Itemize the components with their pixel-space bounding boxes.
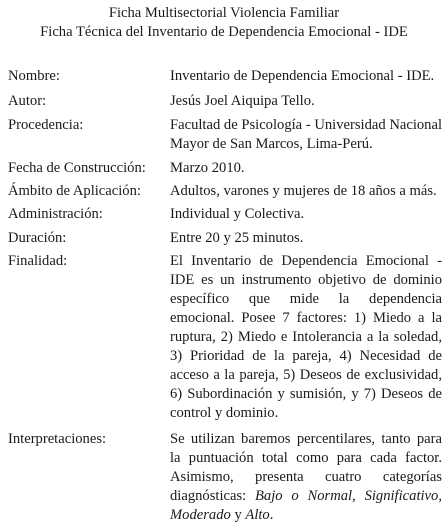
document-title-line-2: Ficha Técnica del Inventario de Dependencia Emocional - IDE xyxy=(40,24,408,40)
end-punctuation: . xyxy=(269,507,274,523)
document-title-line-1: Ficha Multisectorial Violencia Familiar xyxy=(108,5,340,21)
field-value-procedencia: Facultad de Psicología - Universidad Nacional Mayor de San Marcos, Lima-Perú. xyxy=(170,117,442,152)
field-value-ambito: Adultos, varones y mujeres de 18 años a más. xyxy=(170,183,437,199)
field-value-fecha: Marzo 2010. xyxy=(170,160,245,176)
field-label-nombre: Nombre: xyxy=(8,68,60,84)
field-label-duracion: Duración: xyxy=(8,230,67,246)
field-label-procedencia: Procedencia: xyxy=(8,117,84,133)
field-value-autor: Jesús Joel Aiquipa Tello. xyxy=(170,93,315,109)
separator-1: , xyxy=(352,488,365,504)
field-value-nombre: Inventario de Dependencia Emocional - IDE. xyxy=(170,68,435,84)
field-label-autor: Autor: xyxy=(8,93,47,109)
field-label-interpretaciones: Interpretaciones: xyxy=(8,431,107,447)
field-label-fecha: Fecha de Construcción: xyxy=(8,160,146,176)
interpretaciones-intro-text: Se utilizan baremos percentilares, tanto para la puntuación total como para cada factor. Asimismo, presenta cuatro categorías diagnósticas: xyxy=(170,431,442,504)
field-value-interpretaciones xyxy=(170,430,442,525)
field-label-administracion: Administración: xyxy=(8,206,103,222)
category-bajo-normal: Bajo o Normal xyxy=(255,488,353,504)
category-alto: Alto xyxy=(245,507,270,523)
field-value-administracion: Individual y Colectiva. xyxy=(170,206,305,222)
field-label-finalidad: Finalidad: xyxy=(8,253,68,269)
field-value-duracion: Entre 20 y 25 minutos. xyxy=(170,230,304,246)
separator-3: y xyxy=(230,507,246,523)
field-label-ambito: Ámbito de Aplicación: xyxy=(8,183,141,199)
category-moderado: Moderado xyxy=(170,507,231,523)
separator-2: , xyxy=(438,488,442,504)
category-significativo: Significativo xyxy=(364,488,439,504)
field-value-finalidad: El Inventario de Dependencia Emocional - IDE es un instrumento objetivo de dominio específico que mide la dependencia emocional. Posee 7 factores: 1) Miedo a la ruptura, 2) Miedo e Intolerancia a la soledad, 3) Prioridad de la pareja, 4) Necesidad de acceso a la pareja, 5) Deseos de exclusividad, 6) Subordinación y sumisión, y 7) Deseos de control y dominio. xyxy=(170,253,442,421)
